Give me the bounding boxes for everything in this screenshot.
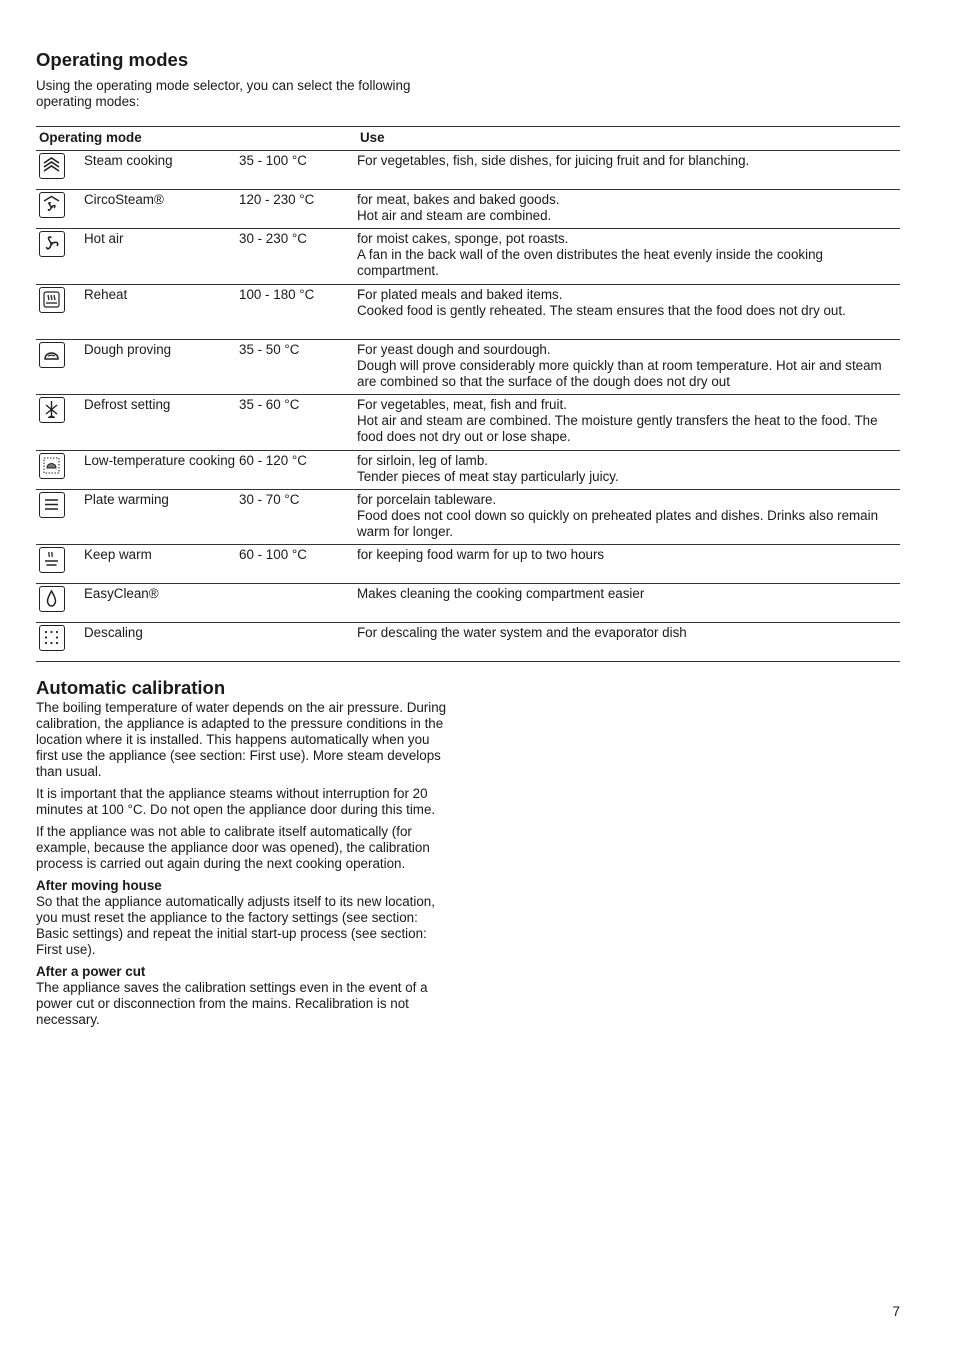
- defrost-icon: [39, 397, 65, 423]
- mode-use: [357, 395, 900, 451]
- mode-name: Steam cooking: [84, 151, 239, 190]
- mode-use: [357, 151, 900, 190]
- header-operating-mode: Operating mode: [36, 127, 357, 151]
- mode-temperature: 60 - 120 °C: [239, 451, 357, 490]
- mode-use: [357, 285, 900, 340]
- mode-use-line: For yeast dough and sourdough.: [357, 342, 551, 357]
- mode-use-line: for moist cakes, sponge, pot roasts.: [357, 231, 569, 246]
- page-content: [36, 48, 900, 1034]
- mode-use-line: For vegetables, meat, fish and fruit.: [357, 397, 567, 412]
- mode-use: [357, 340, 900, 395]
- mode-use: [357, 229, 900, 285]
- mode-use-line: Cooked food is gently reheated. The steam ensures that the food does not dry out.: [357, 303, 846, 318]
- mode-icon-cell: [36, 545, 84, 584]
- mode-name: CircoSteam®: [84, 190, 239, 229]
- easyclean-icon: [39, 586, 65, 612]
- descaling-icon: [39, 625, 65, 651]
- table-row: [36, 451, 900, 490]
- mode-use-line: Hot air and steam are combined.: [357, 208, 552, 223]
- mode-use: [357, 190, 900, 229]
- after-moving-house-heading: After moving house: [36, 878, 162, 893]
- table-header-row: [36, 127, 900, 151]
- mode-temperature: 30 - 230 °C: [239, 229, 357, 285]
- mode-use: [357, 623, 900, 662]
- table-row: [36, 545, 900, 584]
- mode-use-line: Dough will prove considerably more quickly than at room temperature. Hot air and steam are combined so that the surface of the dough does not dry out: [357, 358, 882, 389]
- steam-cooking-icon: [39, 153, 65, 179]
- circosteam-icon: [39, 192, 65, 218]
- mode-use: [357, 545, 900, 584]
- mode-use-line: For descaling the water system and the evaporator dish: [357, 625, 687, 640]
- mode-use-line: Hot air and steam are combined. The moisture gently transfers the heat to the food. The food does not dry out or lose shape.: [357, 413, 878, 444]
- mode-icon-cell: [36, 584, 84, 623]
- mode-name: Low-temperature cooking: [84, 451, 239, 490]
- mode-icon-cell: [36, 451, 84, 490]
- calibration-paragraph: It is important that the appliance steams without interruption for 20 minutes at 100 °C. Do not open the appliance door during this time.: [36, 786, 436, 817]
- table-row: [36, 229, 900, 285]
- table-row: [36, 151, 900, 190]
- page-number: 7: [892, 1304, 900, 1319]
- mode-temperature: 35 - 100 °C: [239, 151, 357, 190]
- operating-modes-heading: Operating modes: [36, 49, 189, 70]
- table-row: [36, 395, 900, 451]
- automatic-calibration-heading: Automatic calibration: [36, 677, 226, 698]
- mode-temperature: 120 - 230 °C: [239, 190, 357, 229]
- table-row: [36, 623, 900, 662]
- low-temperature-cooking-icon: [39, 453, 65, 479]
- mode-icon-cell: [36, 285, 84, 340]
- mode-icon-cell: [36, 623, 84, 662]
- mode-use: [357, 451, 900, 490]
- mode-icon-cell: [36, 190, 84, 229]
- plate-warming-icon: [39, 492, 65, 518]
- reheat-icon: [39, 287, 65, 313]
- after-power-cut-text: The appliance saves the calibration settings even in the event of a power cut or disconnection from the mains. Recalibration is not necessary.: [36, 980, 428, 1027]
- operating-modes-intro: Using the operating mode selector, you can select the following operating modes:: [36, 78, 411, 109]
- mode-use-line: for porcelain tableware.: [357, 492, 497, 507]
- mode-name: Plate warming: [84, 490, 239, 545]
- table-row: [36, 340, 900, 395]
- mode-temperature: [239, 584, 357, 623]
- mode-name: Reheat: [84, 285, 239, 340]
- operating-modes-table: [36, 126, 900, 662]
- mode-name: Dough proving: [84, 340, 239, 395]
- mode-use-line: Food does not cool down so quickly on preheated plates and dishes. Drinks also remain warm for longer.: [357, 508, 879, 539]
- mode-use-line: for sirloin, leg of lamb.: [357, 453, 488, 468]
- mode-use-line: A fan in the back wall of the oven distributes the heat evenly inside the cooking compartment.: [357, 247, 823, 278]
- mode-temperature: 30 - 70 °C: [239, 490, 357, 545]
- mode-use-line: Tender pieces of meat stay particularly juicy.: [357, 469, 619, 484]
- calibration-text-column: [36, 700, 452, 1028]
- mode-use-line: Makes cleaning the cooking compartment easier: [357, 586, 645, 601]
- mode-name: Hot air: [84, 229, 239, 285]
- table-row: [36, 584, 900, 623]
- table-row: [36, 285, 900, 340]
- mode-use: [357, 490, 900, 545]
- after-power-cut-heading: After a power cut: [36, 964, 146, 979]
- mode-name: Descaling: [84, 623, 239, 662]
- table-row: [36, 190, 900, 229]
- mode-temperature: 100 - 180 °C: [239, 285, 357, 340]
- mode-temperature: 35 - 60 °C: [239, 395, 357, 451]
- mode-icon-cell: [36, 340, 84, 395]
- calibration-paragraph: The boiling temperature of water depends on the air pressure. During calibration, the appliance is adapted to the pressure conditions in the location where it is installed. This happens automatically when you first use the appliance (see section: First use). More steam develops than usual.: [36, 700, 447, 779]
- table-body: [36, 151, 900, 662]
- mode-icon-cell: [36, 490, 84, 545]
- calibration-paragraph: If the appliance was not able to calibrate itself automatically (for example, because the appliance door was opened), the calibration process is carried out again during the next cooking operation.: [36, 824, 430, 871]
- mode-use-line: for keeping food warm for up to two hours: [357, 547, 605, 562]
- mode-use-line: For plated meals and baked items.: [357, 287, 563, 302]
- mode-name: Keep warm: [84, 545, 239, 584]
- table-row: [36, 490, 900, 545]
- after-moving-house-text: So that the appliance automatically adjusts itself to its new location, you must reset the appliance to the factory settings (see section: Basic settings) and repeat the initial start-up process (see section: First use).: [36, 894, 435, 957]
- mode-temperature: 35 - 50 °C: [239, 340, 357, 395]
- mode-use-line: for meat, bakes and baked goods.: [357, 192, 560, 207]
- hot-air-fan-icon: [39, 231, 65, 257]
- keep-warm-icon: [39, 547, 65, 573]
- dough-proving-icon: [39, 342, 65, 368]
- mode-name: Defrost setting: [84, 395, 239, 451]
- mode-name: EasyClean®: [84, 584, 239, 623]
- mode-icon-cell: [36, 151, 84, 190]
- mode-temperature: [239, 623, 357, 662]
- header-use: Use: [357, 127, 900, 151]
- mode-use: [357, 584, 900, 623]
- mode-icon-cell: [36, 395, 84, 451]
- mode-icon-cell: [36, 229, 84, 285]
- mode-temperature: 60 - 100 °C: [239, 545, 357, 584]
- mode-use-line: For vegetables, fish, side dishes, for juicing fruit and for blanching.: [357, 153, 750, 168]
